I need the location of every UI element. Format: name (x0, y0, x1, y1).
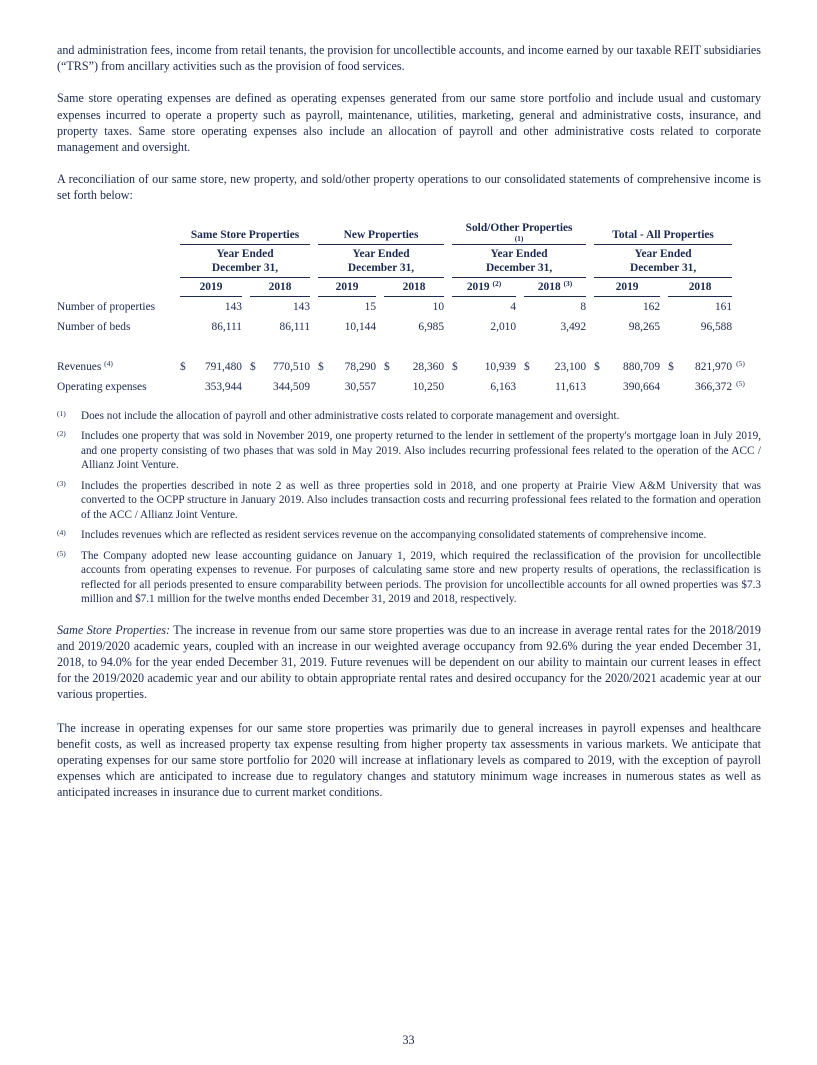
table-cell: 96,588 (700, 320, 733, 333)
dollar-sign-cell (246, 317, 258, 337)
footnote-mark: (4) (57, 528, 66, 538)
table-row (57, 377, 761, 397)
footnote-text: Does not include the allocation of payroll and other administrative costs related to corporate management and oversight. (81, 409, 620, 422)
page-number: 33 (402, 1033, 415, 1047)
period-date: December 31, (347, 261, 415, 274)
paragraph-fee-income: and administration fees, income from retail tenants, the provision for uncollectible accounts, and income earned by our taxable REIT subsidiaries (“TRS”) from ancillary activities such as the provision of food services. (57, 43, 761, 74)
footnote (57, 528, 761, 543)
row-end-note-cell (736, 297, 761, 317)
row-label (57, 377, 176, 397)
dollar-sign-cell (520, 297, 532, 317)
footnote-mark: (5) (57, 548, 66, 558)
table-row (57, 317, 761, 337)
column-group-header (176, 221, 314, 245)
dollar-sign-cell (590, 317, 602, 337)
period-header (314, 245, 448, 278)
table-cell: 8 (580, 300, 587, 313)
row-label-text: Number of beds (57, 320, 131, 333)
row-footnote-mark: (4) (104, 358, 113, 368)
table-cell: 366,372 (695, 380, 733, 393)
year-label: 2019 (199, 280, 223, 293)
table-cell: 98,265 (628, 320, 661, 333)
table-row (57, 357, 761, 377)
table-cell: 162 (642, 300, 661, 313)
table-row (57, 297, 761, 317)
dollar-sign-cell (314, 297, 326, 317)
footnote (57, 409, 761, 424)
row-label-text: Operating expenses (57, 380, 147, 393)
same-store-lead: Same Store Properties: (57, 622, 170, 637)
table-cell: 3,492 (560, 320, 587, 333)
table-cell: 78,290 (344, 360, 377, 373)
dollar-sign-cell (246, 297, 258, 317)
dollar-sign-cell (176, 357, 188, 377)
year-footnote-mark: (3) (563, 278, 573, 288)
table-cell: 86,111 (279, 320, 311, 333)
dollar-sign-cell (590, 297, 602, 317)
dollar-sign: $ (384, 360, 390, 373)
table-cell: 86,111 (211, 320, 242, 333)
dollar-sign-cell (314, 357, 326, 377)
table-corner (57, 221, 176, 245)
dollar-sign: $ (524, 360, 530, 373)
table-period-header-row (57, 245, 761, 278)
row-end-footnote-mark: (5) (736, 358, 745, 368)
footnotes (57, 409, 761, 607)
table-cell: 6,163 (490, 380, 517, 393)
column-group-header (314, 221, 448, 245)
year-label: 2018 (688, 280, 712, 293)
year-label: 2019 (466, 280, 490, 293)
dollar-sign-cell (590, 377, 602, 397)
row-label-text: Number of properties (57, 300, 156, 313)
dollar-sign-cell (520, 377, 532, 397)
column-group-title: Same Store Properties (190, 228, 300, 241)
footnote (57, 479, 761, 523)
period-date: December 31, (629, 261, 697, 274)
table-cell: 10 (432, 300, 445, 313)
dollar-sign-cell (448, 317, 460, 337)
table-cell: 353,944 (204, 380, 242, 393)
table-cell: 344,509 (273, 380, 311, 393)
reconciliation-table (57, 221, 761, 397)
dollar-sign-cell (664, 297, 676, 317)
table-cell: 770,510 (273, 360, 311, 373)
footnote-text: Includes one property that was sold in November 2019, one property returned to the lender in settlement of the property's mortgage loan in July 2019, and one property consisting of two phases that was sold in May 2019. Also includes recurring professional fees related to the operation of the ACC / Allianz Joint Venture. (81, 430, 761, 472)
column-group-title: Total - All Properties (612, 228, 714, 241)
dollar-sign-cell (176, 377, 188, 397)
column-group-title: Sold/Other Properties (465, 221, 573, 234)
dollar-sign-cell (176, 297, 188, 317)
table-cell: 2,010 (490, 320, 517, 333)
year-header (664, 278, 736, 297)
dollar-sign-cell (664, 317, 676, 337)
year-label: 2019 (335, 280, 359, 293)
dollar-sign-cell (448, 357, 460, 377)
table-year-header-row (57, 278, 761, 297)
paragraph-same-store-opex-definition: Same store operating expenses are defined as operating expenses generated from our same store portfolio and include usual and customary expenses incurred to operate a property such as payroll, maintenance, utilities, marketing, general and administrative costs, insurance, and property taxes. Same store operating expenses also include an allocation of payroll and other administrative costs related to corporate management and oversight. (57, 91, 761, 155)
dollar-sign-cell (590, 357, 602, 377)
row-end-footnote-mark: (5) (736, 378, 745, 388)
table-cell: 143 (292, 300, 311, 313)
dollar-sign-cell (520, 317, 532, 337)
row-label (57, 357, 176, 377)
row-label-text: Revenues (57, 360, 102, 373)
table-cell: 880,709 (623, 360, 661, 373)
year-label: 2019 (615, 280, 639, 293)
dollar-sign-cell (380, 377, 392, 397)
period-label: Year Ended (216, 247, 274, 260)
same-store-analysis (57, 622, 761, 703)
dollar-sign: $ (452, 360, 458, 373)
dollar-sign-cell (380, 357, 392, 377)
dollar-sign-cell (520, 357, 532, 377)
footnote-mark: (2) (57, 429, 66, 439)
dollar-sign-cell (448, 377, 460, 397)
row-end-note-cell (736, 357, 761, 377)
footnote-mark: (1) (57, 408, 66, 418)
table-cell: 28,360 (412, 360, 445, 373)
table-cell: 10,939 (484, 360, 517, 373)
table-cell: 11,613 (555, 380, 587, 393)
year-header (380, 278, 448, 297)
footnote (57, 429, 761, 473)
column-group-title: New Properties (343, 228, 419, 241)
footnote (57, 549, 761, 607)
table-cell: 15 (364, 300, 377, 313)
dollar-sign-cell (176, 317, 188, 337)
table-cell: 30,557 (344, 380, 377, 393)
table-group-header-row (57, 221, 761, 245)
year-header (246, 278, 314, 297)
row-label (57, 317, 176, 337)
row-end-note-cell (736, 377, 761, 397)
table-cell: 390,664 (623, 380, 661, 393)
dollar-sign-cell (314, 377, 326, 397)
same-store-analysis-text: The increase in revenue from our same store properties was due to an increase in average rental rates for the 2018/2019 and 2019/2020 academic years, coupled with an increase in our weighted average occupancy from 92.6% during the year ended December 31, 2018, to 94.0% for the year ended December 31, 2019. Future revenues will be dependent on our ability to maintain our current leases in effect for the 2019/2020 academic year and our ability to obtain appropriate rental rates and desired occupancy for the 2020/2021 academic year at our various properties. (57, 622, 761, 702)
year-header (590, 278, 664, 297)
table-cell: 821,970 (695, 360, 733, 373)
year-header (448, 278, 520, 297)
row-label (57, 297, 176, 317)
period-header (448, 245, 590, 278)
period-label: Year Ended (490, 247, 548, 260)
year-label: 2018 (402, 280, 426, 293)
dollar-sign-cell (246, 377, 258, 397)
dollar-sign-cell (664, 377, 676, 397)
period-date: December 31, (485, 261, 553, 274)
year-header (314, 278, 380, 297)
year-label: 2018 (537, 280, 561, 293)
dollar-sign-cell (380, 297, 392, 317)
year-label: 2018 (268, 280, 292, 293)
period-label: Year Ended (352, 247, 410, 260)
opex-analysis: The increase in operating expenses for our same store properties was primarily due to general increases in payroll expenses and healthcare benefit costs, as well as increased property tax expense resulting from higher property tax assessments in various markets. We anticipate that operating expenses for our same store portfolio for 2020 will increase at inflationary levels as compared to 2019, with the exception of payroll expenses which are anticipated to increase due to regulatory changes and statutory minimum wage increases in numerous states as well as anticipated increases in insurance due to current market conditions. (57, 720, 761, 800)
period-header (590, 245, 736, 278)
table-cell: 23,100 (554, 360, 587, 373)
dollar-sign: $ (594, 360, 600, 373)
analysis-section (57, 622, 761, 801)
dollar-sign-cell (314, 317, 326, 337)
paragraph-reconciliation-intro: A reconciliation of our same store, new property, and sold/other property operations to our consolidated statements of comprehensive income is set forth below: (57, 172, 761, 203)
footnote-text: Includes the properties described in note 2 as well as three properties sold in 2018, and one property at Prairie View A&M University that was converted to the OCPP structure in January 2019. Also includes transaction costs and recurring professional fees related to the formation and operation of the ACC / Allianz Joint Venture. (81, 479, 761, 521)
dollar-sign-cell (246, 357, 258, 377)
column-group-footnote-mark: (1) (514, 233, 524, 243)
table-cell: 791,480 (204, 360, 242, 373)
footnote-text: Includes revenues which are reflected as resident services revenue on the accompanying consolidated statements of comprehensive income. (81, 529, 707, 542)
table-cell: 143 (224, 300, 242, 313)
period-label: Year Ended (634, 247, 692, 260)
table-spacer-row (57, 337, 761, 357)
footnote-text: The Company adopted new lease accounting guidance on January 1, 2019, which required the reclassification of the provision for uncollectible accounts from operating expenses to revenue. For purposes of calculating same store and new property results of operations, the reclassification is reflected for all periods presented to ensure comparability between periods. The provision for uncollectible accounts for all owned properties was $7.3 million and $7.1 million for the twelve months ended December 31, 2019 and 2018, respectively. (81, 549, 761, 606)
dollar-sign-cell (448, 297, 460, 317)
table-cell: 10,144 (344, 320, 377, 333)
year-header (520, 278, 590, 297)
table-cell: 6,985 (418, 320, 445, 333)
dollar-sign: $ (250, 360, 256, 373)
table-cell: 161 (714, 300, 733, 313)
dollar-sign-cell (664, 357, 676, 377)
year-header (176, 278, 246, 297)
footnote-mark: (3) (57, 478, 66, 488)
dollar-sign: $ (318, 360, 324, 373)
row-end-note-cell (736, 317, 761, 337)
column-group-header (448, 221, 590, 245)
table-cell: 4 (510, 300, 517, 313)
document-page (57, 42, 761, 801)
year-footnote-mark: (2) (492, 278, 502, 288)
table-cell: 10,250 (412, 380, 445, 393)
period-header (176, 245, 314, 278)
period-date: December 31, (211, 261, 279, 274)
dollar-sign-cell (380, 317, 392, 337)
dollar-sign: $ (668, 360, 674, 373)
column-group-header (590, 221, 736, 245)
dollar-sign: $ (180, 360, 186, 373)
